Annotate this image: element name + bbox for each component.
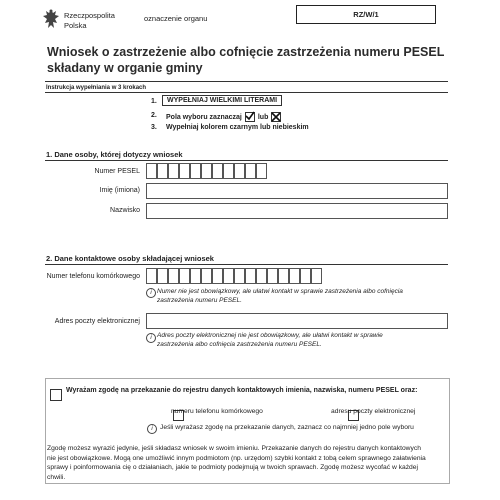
info-icon: i [147,424,157,434]
step2-number: 2. [151,112,157,119]
firstname-label: Imię (imiona) [99,187,140,194]
pesel-cell[interactable] [190,163,201,179]
form-code: RZ/W/1 [353,10,379,19]
phone-cell[interactable] [278,268,289,284]
phone-cell[interactable] [289,268,300,284]
email-label: Adres poczty elektronicznej [54,318,140,325]
phone-cell[interactable] [179,268,190,284]
pesel-cell[interactable] [157,163,168,179]
phone-cell[interactable] [311,268,322,284]
polish-eagle-icon [42,8,60,32]
phone-note-line2: zastrzeżenia numeru PESEL. [157,297,242,304]
pesel-cell[interactable] [234,163,245,179]
consent-main-text: Wyrażam zgodę na przekazanie do rejestru danych kontaktowych imienia, nazwiska, numeru PESEL oraz: [66,387,418,394]
country-line1: Rzeczpospolita [64,11,115,20]
divider [45,264,448,265]
country-name [64,11,115,31]
pesel-cell[interactable] [256,163,267,179]
phone-cell[interactable] [256,268,267,284]
phone-cell[interactable] [245,268,256,284]
pesel-cell[interactable] [245,163,256,179]
title-line2: składany w organie gminy [47,61,203,75]
pesel-cell[interactable] [223,163,234,179]
surname-input[interactable] [146,203,448,219]
form-title [47,44,447,76]
cross-example-icon [271,112,281,122]
divider [45,160,448,161]
email-note [157,331,383,349]
pesel-cell[interactable] [168,163,179,179]
phone-cell[interactable] [234,268,245,284]
phone-input[interactable] [146,268,322,284]
pesel-cell[interactable] [146,163,157,179]
section2-title: 2. Dane kontaktowe osoby składającej wniosek [46,254,214,263]
consent-para-line3: sprawy i poinformowania cię o działaniach, jakie te podmioty podejmują w twoich sprawach. Zgodę możesz wycofać w każdej [47,464,418,471]
section1-title: 1. Dane osoby, której dotyczy wniosek [46,150,183,159]
country-line2: Polska [64,21,87,30]
instructions-heading: Instrukcja wypełniania w 3 krokach [46,85,147,91]
pesel-input[interactable] [146,163,267,179]
consent-email-label: adresu poczty elektronicznej [331,408,416,415]
consent-hint: Jeśli wyrażasz zgodę na przekazanie danych, zaznacz co najmniej jedno pole wyboru [160,424,414,431]
form-code-box [296,5,436,24]
consent-para-line4: chwili. [47,473,66,481]
consent-checkbox[interactable] [50,389,62,401]
divider [45,81,448,82]
phone-cell[interactable] [146,268,157,284]
phone-cell[interactable] [223,268,234,284]
phone-label: Numer telefonu komórkowego [46,273,140,280]
consent-paragraph [47,444,447,482]
pesel-cell[interactable] [179,163,190,179]
consent-para-line2: nie jest obowiązkowe. Mogą one umożliwić innym podmiotom (np. urzędom) szybki kontakt z tobą celem sprawnego załatwienia [47,454,426,462]
step2-or: lub [257,113,269,121]
info-icon: i [146,288,156,298]
consent-phone-label: numeru telefonu komórkowego [171,408,263,415]
step2-row [166,112,281,122]
step3-number: 3. [151,124,157,131]
info-icon: i [146,333,156,343]
phone-cell[interactable] [157,268,168,284]
phone-cell[interactable] [212,268,223,284]
pesel-cell[interactable] [201,163,212,179]
phone-note [157,287,403,305]
email-note-line2: zastrzeżenia albo cofnięcia zastrzeżenia numeru PESEL. [157,341,322,348]
phone-cell[interactable] [267,268,278,284]
consent-para-line1: Zgodę możesz wyrazić jedynie, jeśli składasz wniosek w swoim imieniu. Przekazanie danych do rejestru danych kontaktowych [47,445,421,452]
organ-label: oznaczenie organu [144,14,208,23]
step1-number: 1. [151,98,157,105]
phone-note-line1: Numer nie jest obowiązkowy, ale ułatwi kontakt w sprawie zastrzeżenia albo cofnięcia [157,288,403,295]
pesel-cell[interactable] [212,163,223,179]
email-input[interactable] [146,313,448,329]
firstname-input[interactable] [146,183,448,199]
email-note-line1: Adres poczty elektronicznej nie jest obowiązkowy, ale ułatwi kontakt w sprawie [157,332,383,339]
phone-cell[interactable] [190,268,201,284]
step2-text: Pola wyboru zaznaczaj [166,113,242,121]
title-line1: Wniosek o zastrzeżenie albo cofnięcie zastrzeżenia numeru PESEL [47,45,445,59]
phone-cell[interactable] [300,268,311,284]
surname-label: Nazwisko [110,207,140,214]
divider [45,92,448,93]
checkmark-example-icon [245,112,255,122]
phone-cell[interactable] [168,268,179,284]
phone-cell[interactable] [201,268,212,284]
step3-text: Wypełniaj kolorem czarnym lub niebieskim [166,124,309,131]
pesel-label: Numer PESEL [94,168,140,175]
step1-text: WYPEŁNIAJ WIELKIMI LITERAMI [162,95,282,106]
